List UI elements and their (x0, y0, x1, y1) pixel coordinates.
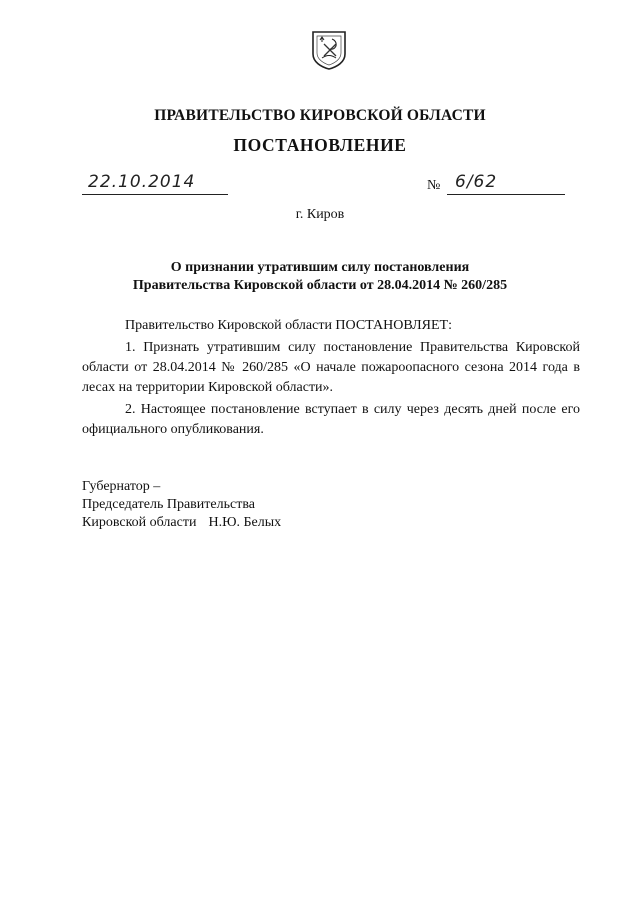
city: г. Киров (295, 207, 345, 222)
document-subject (0, 259, 640, 295)
number-field (447, 172, 565, 195)
signature-title-2: Председатель Правительства (82, 497, 255, 512)
signature-block (82, 478, 281, 532)
date-field (82, 172, 228, 195)
body-item-2: 2. Настоящее постановление вступает в силу через десять дней после его официального опубликования. (82, 402, 580, 437)
coat-of-arms-icon (310, 30, 348, 70)
number-label: № (427, 178, 441, 193)
subject-line-2: Правительства Кировской области от 28.04.2014 № 260/285 (132, 278, 508, 293)
signature-title-1: Губернатор – (82, 479, 161, 494)
signature-title-3: Кировской области (82, 515, 197, 530)
document-type-title: ПОСТАНОВЛЕНИЕ (233, 135, 407, 155)
signature-title-3-row (82, 514, 281, 532)
signatory-name: Н.Ю. Белых (208, 515, 282, 530)
handwritten-number: 6/62 (455, 172, 498, 192)
handwritten-date: 22.10.2014 (88, 172, 196, 192)
body-intro: Правительство Кировской области ПОСТАНОВЛЯЕТ: (125, 318, 452, 333)
body-item-1: 1. Признать утратившим силу постановление Правительства Кировской области от 28.04.2014 № 260/285 «О начале пожароопасного сезона 2014 года в лесах на территории Кировской области». (82, 340, 580, 395)
document-body (82, 316, 580, 442)
subject-line-1: О признании утратившим силу постановления (170, 260, 470, 275)
government-title: ПРАВИТЕЛЬСТВО КИРОВСКОЙ ОБЛАСТИ (154, 107, 486, 124)
